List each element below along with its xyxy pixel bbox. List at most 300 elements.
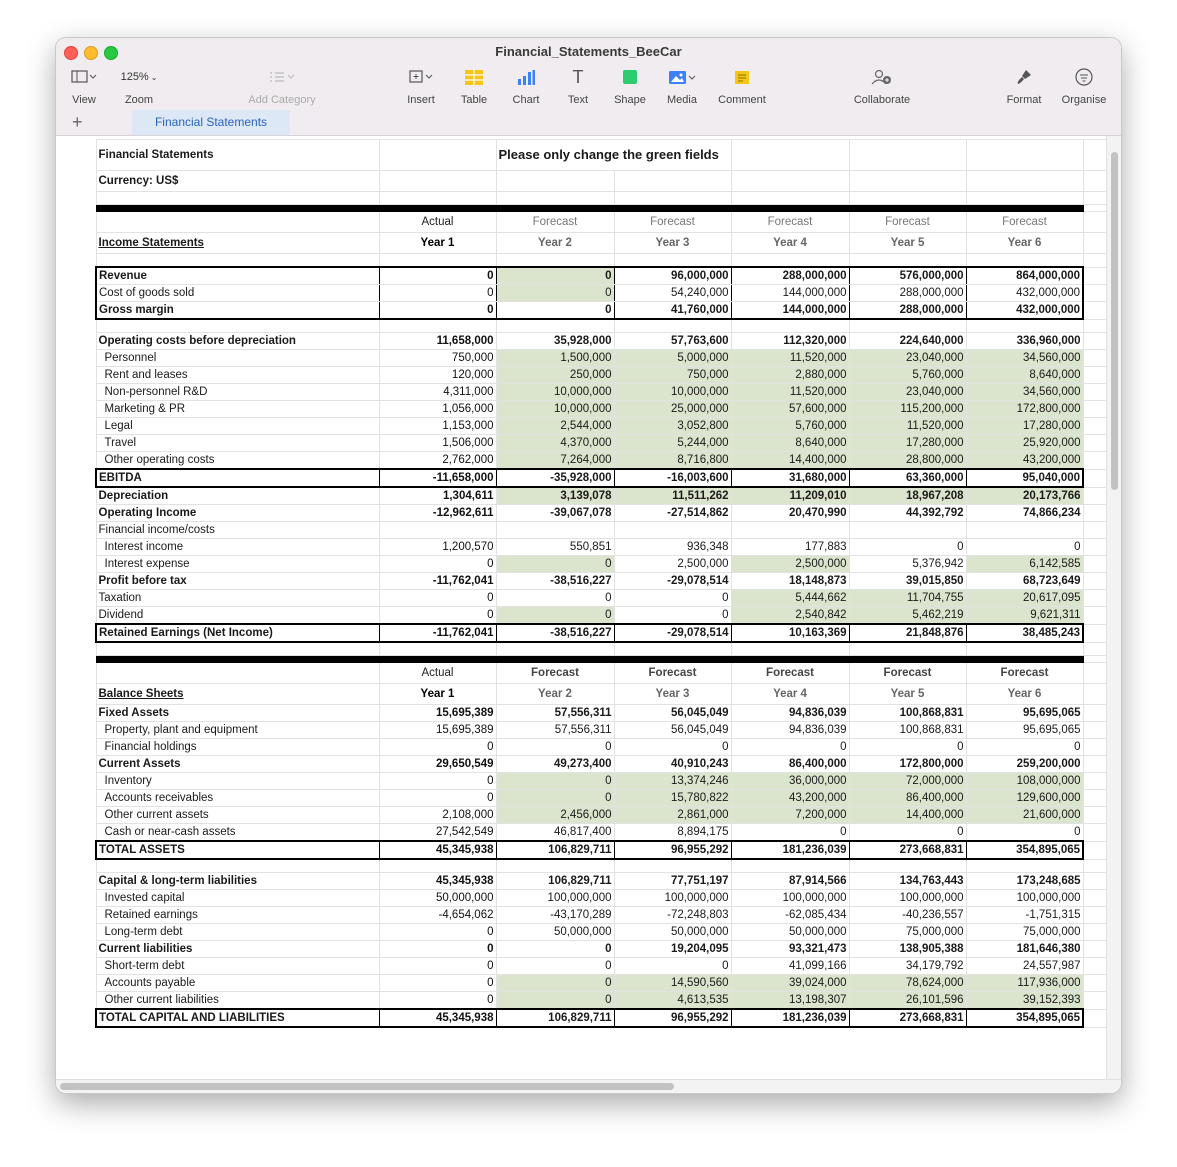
collaborate-button[interactable] — [844, 66, 920, 110]
cell-year-3[interactable]: 77,751,197 — [614, 873, 731, 890]
row-label: Personnel — [96, 350, 379, 367]
cell-year-4[interactable]: 18,148,873 — [731, 573, 849, 590]
cell-year-6[interactable]: 173,248,685 — [966, 873, 1083, 890]
view-button[interactable] — [66, 66, 102, 110]
cell-year-4[interactable]: 14,400,000 — [731, 452, 849, 470]
sidebar-view-icon — [66, 66, 102, 88]
cell-year-2[interactable]: 550,851 — [496, 539, 614, 556]
cell-year-2[interactable]: 2,456,000 — [496, 807, 614, 824]
cell-year-4[interactable]: 8,640,000 — [731, 435, 849, 452]
cell-year-6[interactable]: 17,280,000 — [966, 418, 1083, 435]
cell-year-6[interactable]: 34,560,000 — [966, 350, 1083, 367]
text-button[interactable] — [558, 66, 598, 110]
cell-year-4[interactable]: 112,320,000 — [731, 333, 849, 350]
app-window — [56, 38, 1121, 1093]
cell-year-1[interactable]: -11,762,041 — [379, 624, 496, 642]
cell-year-4[interactable]: 5,760,000 — [731, 418, 849, 435]
comment-button[interactable] — [712, 66, 772, 110]
horizontal-scroll-thumb[interactable] — [60, 1083, 674, 1090]
cell-year-4[interactable]: -62,085,434 — [731, 907, 849, 924]
cell-year-5[interactable]: 100,868,831 — [849, 705, 966, 722]
cell-year-5[interactable]: 100,868,831 — [849, 722, 966, 739]
cell-year-6[interactable]: 172,800,000 — [966, 401, 1083, 418]
cell-year-2[interactable]: 1,500,000 — [496, 350, 614, 367]
cell-year-6[interactable]: 336,960,000 — [966, 333, 1083, 350]
cell-year-1[interactable]: 0 — [379, 773, 496, 790]
cell-year-3[interactable]: 8,894,175 — [614, 824, 731, 842]
cell-year-4[interactable]: 5,444,662 — [731, 590, 849, 607]
cell-year-2[interactable]: 57,556,311 — [496, 705, 614, 722]
cell-year-5[interactable]: 26,101,596 — [849, 992, 966, 1010]
cell-year-4[interactable]: 11,520,000 — [731, 350, 849, 367]
cell-year-6[interactable]: 43,200,000 — [966, 452, 1083, 470]
income-col-header-type-3: Forecast — [614, 212, 731, 233]
table-row-accounts-receivables — [96, 790, 1106, 807]
cell-year-5[interactable]: 0 — [849, 539, 966, 556]
cell-year-3[interactable]: -16,003,600 — [614, 469, 731, 487]
cell-year-1[interactable]: -12,962,611 — [379, 505, 496, 522]
cell-year-6[interactable]: 95,695,065 — [966, 705, 1083, 722]
cell-year-2[interactable]: 46,817,400 — [496, 824, 614, 842]
cell-year-5[interactable]: 288,000,000 — [849, 285, 966, 302]
cell-year-3[interactable]: 19,204,095 — [614, 941, 731, 958]
cell-year-2[interactable]: -38,516,227 — [496, 624, 614, 642]
cell-year-6[interactable]: 354,895,065 — [966, 1009, 1083, 1027]
cell-year-5[interactable]: 78,624,000 — [849, 975, 966, 992]
cell-year-1[interactable]: 1,200,570 — [379, 539, 496, 556]
cell-year-5[interactable]: 28,800,000 — [849, 452, 966, 470]
cell-year-4[interactable]: 31,680,000 — [731, 469, 849, 487]
cell-year-4[interactable]: 93,321,473 — [731, 941, 849, 958]
cell-year-3[interactable]: 3,052,800 — [614, 418, 731, 435]
cell-year-4[interactable]: 94,836,039 — [731, 705, 849, 722]
cell-year-1[interactable]: 1,153,000 — [379, 418, 496, 435]
cell-year-3[interactable]: 41,760,000 — [614, 302, 731, 320]
cell-year-4[interactable]: 41,099,166 — [731, 958, 849, 975]
cell-year-5[interactable]: 0 — [849, 739, 966, 756]
cell-year-5[interactable]: 21,848,876 — [849, 624, 966, 642]
cell-year-4[interactable]: 87,914,566 — [731, 873, 849, 890]
cell-year-2[interactable]: -38,516,227 — [496, 573, 614, 590]
cell-year-3[interactable]: -72,248,803 — [614, 907, 731, 924]
cell-year-2[interactable]: -43,170,289 — [496, 907, 614, 924]
cell-year-5[interactable]: 34,179,792 — [849, 958, 966, 975]
cell-year-6[interactable]: 259,200,000 — [966, 756, 1083, 773]
cell-year-6[interactable]: 0 — [966, 539, 1083, 556]
cell-year-1[interactable]: 4,311,000 — [379, 384, 496, 401]
income-col-header-year-5: Year 5 — [849, 233, 966, 254]
cell-year-1[interactable]: -4,654,062 — [379, 907, 496, 924]
table-row-taxation — [96, 590, 1106, 607]
income-col-header-type-4: Forecast — [731, 212, 849, 233]
cell-year-5[interactable]: 23,040,000 — [849, 384, 966, 401]
cell-year-3[interactable]: 40,910,243 — [614, 756, 731, 773]
cell-year-4[interactable]: 177,883 — [731, 539, 849, 556]
sheet-canvas[interactable] — [56, 136, 1106, 1079]
cell-year-6[interactable]: 6,142,585 — [966, 556, 1083, 573]
cell-year-2[interactable]: 49,273,400 — [496, 756, 614, 773]
cell-year-6[interactable]: 75,000,000 — [966, 924, 1083, 941]
balance-col-header-type-4: Forecast — [731, 663, 849, 684]
cell-year-6[interactable]: 8,640,000 — [966, 367, 1083, 384]
cell-year-6[interactable]: 129,600,000 — [966, 790, 1083, 807]
cell-year-5[interactable]: 172,800,000 — [849, 756, 966, 773]
cell-year-2[interactable]: 106,829,711 — [496, 873, 614, 890]
cell-year-3[interactable]: 5,244,000 — [614, 435, 731, 452]
cell-year-4[interactable]: 144,000,000 — [731, 302, 849, 320]
cell-year-2[interactable]: 0 — [496, 790, 614, 807]
cell-year-4[interactable]: 144,000,000 — [731, 285, 849, 302]
cell-year-5[interactable]: 273,668,831 — [849, 1009, 966, 1027]
cell-year-5[interactable]: 72,000,000 — [849, 773, 966, 790]
cell-year-3[interactable]: 936,348 — [614, 539, 731, 556]
row-label: Travel — [96, 435, 379, 452]
chart-label: Chart — [512, 94, 540, 106]
cell-year-2[interactable]: 2,544,000 — [496, 418, 614, 435]
row-label: Taxation — [96, 590, 379, 607]
cell-year-4[interactable]: 94,836,039 — [731, 722, 849, 739]
cell-year-4[interactable]: 288,000,000 — [731, 267, 849, 285]
cell-year-2[interactable]: 0 — [496, 941, 614, 958]
cell-year-5[interactable]: 23,040,000 — [849, 350, 966, 367]
cell-year-3[interactable]: 11,511,262 — [614, 487, 731, 505]
cell-year-3[interactable]: 750,000 — [614, 367, 731, 384]
cell-year-4[interactable]: 11,520,000 — [731, 384, 849, 401]
cell-year-1[interactable]: 29,650,549 — [379, 756, 496, 773]
add-sheet-button[interactable]: + — [72, 112, 83, 132]
cell-year-3[interactable]: 13,374,246 — [614, 773, 731, 790]
row-label: Cash or near-cash assets — [96, 824, 379, 842]
table-row-long-term-debt — [96, 924, 1106, 941]
income-col-header-year-2: Year 2 — [496, 233, 614, 254]
cell-year-5[interactable]: 17,280,000 — [849, 435, 966, 452]
cell-year-3[interactable] — [614, 522, 731, 539]
cell-year-1[interactable]: 0 — [379, 590, 496, 607]
cell-year-4[interactable]: 43,200,000 — [731, 790, 849, 807]
cell-year-6[interactable]: 181,646,380 — [966, 941, 1083, 958]
cell-year-4[interactable] — [731, 522, 849, 539]
cell-year-6[interactable]: 0 — [966, 739, 1083, 756]
cell-year-2[interactable]: 4,370,000 — [496, 435, 614, 452]
cell-year-6[interactable]: -1,751,315 — [966, 907, 1083, 924]
cell-year-2[interactable]: 0 — [496, 556, 614, 573]
cell-year-1[interactable]: 45,345,938 — [379, 1009, 496, 1027]
cell-year-1[interactable]: 15,695,389 — [379, 705, 496, 722]
cell-year-3[interactable]: -29,078,514 — [614, 624, 731, 642]
row-label: EBITDA — [96, 469, 379, 487]
cell-year-2[interactable]: 35,928,000 — [496, 333, 614, 350]
cell-year-6[interactable]: 34,560,000 — [966, 384, 1083, 401]
cell-year-5[interactable]: 11,704,755 — [849, 590, 966, 607]
cell-year-1[interactable] — [379, 522, 496, 539]
cell-year-6[interactable]: 39,152,393 — [966, 992, 1083, 1010]
cell-year-1[interactable]: 0 — [379, 556, 496, 573]
cell-year-1[interactable]: 0 — [379, 790, 496, 807]
cell-year-5[interactable]: 576,000,000 — [849, 267, 966, 285]
cell-year-6[interactable]: 117,936,000 — [966, 975, 1083, 992]
cell-year-5[interactable]: 288,000,000 — [849, 302, 966, 320]
cell-year-1[interactable]: 1,506,000 — [379, 435, 496, 452]
cell-year-4[interactable]: 0 — [731, 824, 849, 842]
comment-icon — [712, 66, 772, 88]
cell-year-5[interactable]: 138,905,388 — [849, 941, 966, 958]
balance-heading: Balance Sheets — [96, 684, 379, 705]
cell-year-4[interactable]: 10,163,369 — [731, 624, 849, 642]
cell-year-2[interactable]: -35,928,000 — [496, 469, 614, 487]
cell-year-6[interactable]: 95,040,000 — [966, 469, 1083, 487]
instructions-note: Please only change the green fields — [496, 140, 731, 171]
cell-year-3[interactable]: 4,613,535 — [614, 992, 731, 1010]
cell-year-6[interactable]: 100,000,000 — [966, 890, 1083, 907]
cell-year-1[interactable]: -11,762,041 — [379, 573, 496, 590]
cell-year-5[interactable]: 100,000,000 — [849, 890, 966, 907]
cell-year-4[interactable]: 57,600,000 — [731, 401, 849, 418]
cell-year-4[interactable]: 0 — [731, 739, 849, 756]
cell-year-3[interactable]: 14,590,560 — [614, 975, 731, 992]
cell-year-5[interactable] — [849, 522, 966, 539]
cell-year-6[interactable]: 95,695,065 — [966, 722, 1083, 739]
cell-year-3[interactable]: 56,045,049 — [614, 705, 731, 722]
cell-year-2[interactable]: 0 — [496, 975, 614, 992]
cell-year-3[interactable]: 96,000,000 — [614, 267, 731, 285]
cell-year-6[interactable]: 864,000,000 — [966, 267, 1083, 285]
cell-year-3[interactable]: 0 — [614, 739, 731, 756]
table-button[interactable] — [454, 66, 494, 110]
cell-year-4[interactable]: 2,540,842 — [731, 607, 849, 625]
row-label: Other operating costs — [96, 452, 379, 470]
cell-year-3[interactable]: 100,000,000 — [614, 890, 731, 907]
cell-year-2[interactable]: 0 — [496, 739, 614, 756]
cell-year-5[interactable]: 44,392,792 — [849, 505, 966, 522]
cell-year-6[interactable]: 9,621,311 — [966, 607, 1083, 625]
format-button[interactable] — [1000, 66, 1048, 110]
income-col-header-type-2: Forecast — [496, 212, 614, 233]
table-row-retained-earnings — [96, 907, 1106, 924]
table-row-travel — [96, 435, 1106, 452]
cell-year-1[interactable]: 0 — [379, 924, 496, 941]
media-button[interactable] — [660, 66, 704, 110]
cell-year-4[interactable]: 2,880,000 — [731, 367, 849, 384]
cell-year-2[interactable]: 10,000,000 — [496, 401, 614, 418]
cell-year-1[interactable]: 45,345,938 — [379, 873, 496, 890]
chart-button[interactable] — [506, 66, 546, 110]
row-label: Operating Income — [96, 505, 379, 522]
cell-year-3[interactable]: 0 — [614, 607, 731, 625]
cell-year-4[interactable]: 100,000,000 — [731, 890, 849, 907]
cell-year-1[interactable]: 0 — [379, 739, 496, 756]
cell-year-1[interactable]: 2,762,000 — [379, 452, 496, 470]
cell-year-2[interactable]: 0 — [496, 773, 614, 790]
income-col-header-type-1: Actual — [379, 212, 496, 233]
horizontal-scrollbar[interactable] — [56, 1079, 1121, 1093]
cell-year-1[interactable]: 0 — [379, 975, 496, 992]
cell-year-2[interactable]: 50,000,000 — [496, 924, 614, 941]
cell-year-1[interactable]: -11,658,000 — [379, 469, 496, 487]
cell-year-5[interactable]: 5,760,000 — [849, 367, 966, 384]
row-label: Other current liabilities — [96, 992, 379, 1010]
cell-year-3[interactable]: 96,955,292 — [614, 841, 731, 859]
zoom-control[interactable] — [112, 66, 166, 110]
cell-year-2[interactable]: 57,556,311 — [496, 722, 614, 739]
cell-year-2[interactable]: 0 — [496, 590, 614, 607]
table-row-interest-expense — [96, 556, 1106, 573]
cell-year-1[interactable]: 0 — [379, 958, 496, 975]
cell-year-6[interactable]: 21,600,000 — [966, 807, 1083, 824]
cell-year-4[interactable]: 2,500,000 — [731, 556, 849, 573]
cell-year-4[interactable]: 86,400,000 — [731, 756, 849, 773]
cell-year-3[interactable]: 96,955,292 — [614, 1009, 731, 1027]
cell-year-2[interactable]: 10,000,000 — [496, 384, 614, 401]
vertical-scroll-thumb[interactable] — [1111, 152, 1118, 490]
cell-year-6[interactable]: 108,000,000 — [966, 773, 1083, 790]
cell-year-1[interactable]: 15,695,389 — [379, 722, 496, 739]
cell-year-2[interactable]: 0 — [496, 267, 614, 285]
cell-year-6[interactable] — [966, 522, 1083, 539]
table-row-other-operating-costs — [96, 452, 1106, 470]
financial-table — [95, 139, 1106, 1028]
cell-year-5[interactable]: 273,668,831 — [849, 841, 966, 859]
row-label: Capital & long-term liabilities — [96, 873, 379, 890]
cell-year-4[interactable]: 7,200,000 — [731, 807, 849, 824]
cell-year-3[interactable]: 15,780,822 — [614, 790, 731, 807]
cell-year-3[interactable]: 0 — [614, 958, 731, 975]
cell-year-2[interactable]: 0 — [496, 607, 614, 625]
organise-button[interactable] — [1056, 66, 1112, 110]
row-label: Revenue — [96, 267, 379, 285]
cell-year-5[interactable]: 0 — [849, 824, 966, 842]
cell-year-6[interactable]: 432,000,000 — [966, 302, 1083, 320]
cell-year-2[interactable]: 100,000,000 — [496, 890, 614, 907]
cell-year-3[interactable]: 54,240,000 — [614, 285, 731, 302]
cell-year-6[interactable]: 25,920,000 — [966, 435, 1083, 452]
cell-year-3[interactable]: 2,861,000 — [614, 807, 731, 824]
cell-year-2[interactable]: 250,000 — [496, 367, 614, 384]
insert-button[interactable] — [401, 66, 441, 110]
cell-year-3[interactable]: 25,000,000 — [614, 401, 731, 418]
cell-year-6[interactable]: 74,866,234 — [966, 505, 1083, 522]
cell-year-5[interactable]: 115,200,000 — [849, 401, 966, 418]
cell-year-1[interactable]: 11,658,000 — [379, 333, 496, 350]
cell-year-1[interactable]: 0 — [379, 992, 496, 1010]
cell-year-1[interactable]: 0 — [379, 302, 496, 320]
cell-year-5[interactable]: 5,376,942 — [849, 556, 966, 573]
cell-year-1[interactable]: 2,108,000 — [379, 807, 496, 824]
row-label: TOTAL CAPITAL AND LIABILITIES — [96, 1009, 379, 1027]
cell-year-1[interactable]: 50,000,000 — [379, 890, 496, 907]
cell-year-5[interactable]: 134,763,443 — [849, 873, 966, 890]
cell-year-2[interactable] — [496, 522, 614, 539]
cell-year-5[interactable]: 224,640,000 — [849, 333, 966, 350]
cell-year-4[interactable]: 50,000,000 — [731, 924, 849, 941]
add-category-button[interactable] — [236, 66, 328, 110]
insert-icon — [401, 66, 441, 88]
cell-year-2[interactable]: 7,264,000 — [496, 452, 614, 470]
row-label: Property, plant and equipment — [96, 722, 379, 739]
vertical-scrollbar[interactable] — [1106, 136, 1121, 1079]
cell-year-1[interactable]: 1,056,000 — [379, 401, 496, 418]
cell-year-6[interactable]: 24,557,987 — [966, 958, 1083, 975]
cell-year-6[interactable]: 20,173,766 — [966, 487, 1083, 505]
cell-year-4[interactable]: 11,209,010 — [731, 487, 849, 505]
cell-year-6[interactable]: 354,895,065 — [966, 841, 1083, 859]
tab-financial-statements[interactable]: Financial Statements — [132, 110, 290, 135]
table-row-capital-long-term-liabilities — [96, 873, 1106, 890]
cell-year-2[interactable]: 0 — [496, 302, 614, 320]
cell-year-2[interactable]: 0 — [496, 285, 614, 302]
cell-year-3[interactable]: 5,000,000 — [614, 350, 731, 367]
cell-year-5[interactable]: 63,360,000 — [849, 469, 966, 487]
cell-year-2[interactable]: 0 — [496, 992, 614, 1010]
cell-year-5[interactable]: 11,520,000 — [849, 418, 966, 435]
row-label: Financial income/costs — [96, 522, 379, 539]
cell-year-6[interactable]: 68,723,649 — [966, 573, 1083, 590]
cell-year-3[interactable]: -27,514,862 — [614, 505, 731, 522]
cell-year-4[interactable]: 181,236,039 — [731, 1009, 849, 1027]
media-icon — [660, 66, 704, 88]
cell-year-3[interactable]: 8,716,800 — [614, 452, 731, 470]
cell-year-5[interactable]: 86,400,000 — [849, 790, 966, 807]
cell-year-6[interactable]: 0 — [966, 824, 1083, 842]
balance-col-header-year-6: Year 6 — [966, 684, 1083, 705]
table-row-cost-of-goods-sold — [96, 285, 1106, 302]
cell-year-1[interactable]: 0 — [379, 607, 496, 625]
cell-year-1[interactable]: 750,000 — [379, 350, 496, 367]
cell-year-1[interactable]: 27,542,549 — [379, 824, 496, 842]
cell-year-3[interactable]: 50,000,000 — [614, 924, 731, 941]
cell-year-6[interactable]: 432,000,000 — [966, 285, 1083, 302]
cell-year-1[interactable]: 45,345,938 — [379, 841, 496, 859]
cell-year-4[interactable]: 39,024,000 — [731, 975, 849, 992]
cell-year-3[interactable]: 57,763,600 — [614, 333, 731, 350]
cell-year-2[interactable]: 106,829,711 — [496, 841, 614, 859]
cell-year-4[interactable]: 181,236,039 — [731, 841, 849, 859]
cell-year-2[interactable]: 106,829,711 — [496, 1009, 614, 1027]
cell-year-5[interactable]: 5,462,219 — [849, 607, 966, 625]
cell-year-2[interactable]: 3,139,078 — [496, 487, 614, 505]
cell-year-3[interactable]: 2,500,000 — [614, 556, 731, 573]
cell-year-3[interactable]: 0 — [614, 590, 731, 607]
cell-year-6[interactable]: 20,617,095 — [966, 590, 1083, 607]
cell-year-5[interactable]: -40,236,557 — [849, 907, 966, 924]
cell-year-3[interactable]: 10,000,000 — [614, 384, 731, 401]
cell-year-3[interactable]: 56,045,049 — [614, 722, 731, 739]
cell-year-5[interactable]: 39,015,850 — [849, 573, 966, 590]
table-row-financial-income-costs — [96, 522, 1106, 539]
cell-year-4[interactable]: 13,198,307 — [731, 992, 849, 1010]
shape-button[interactable] — [610, 66, 650, 110]
cell-year-1[interactable]: 0 — [379, 267, 496, 285]
row-label: Other current assets — [96, 807, 379, 824]
balance-col-header-year-1: Year 1 — [379, 684, 496, 705]
cell-year-5[interactable]: 18,967,208 — [849, 487, 966, 505]
table-row-profit-before-tax — [96, 573, 1106, 590]
cell-year-4[interactable]: 36,000,000 — [731, 773, 849, 790]
cell-year-6[interactable]: 38,485,243 — [966, 624, 1083, 642]
row-label: Interest expense — [96, 556, 379, 573]
cell-year-5[interactable]: 75,000,000 — [849, 924, 966, 941]
cell-year-3[interactable]: -29,078,514 — [614, 573, 731, 590]
cell-year-5[interactable]: 14,400,000 — [849, 807, 966, 824]
cell-year-1[interactable]: 120,000 — [379, 367, 496, 384]
cell-year-2[interactable]: -39,067,078 — [496, 505, 614, 522]
table-row-ebitda — [96, 469, 1106, 487]
cell-year-2[interactable]: 0 — [496, 958, 614, 975]
cell-year-1[interactable]: 1,304,611 — [379, 487, 496, 505]
cell-year-1[interactable]: 0 — [379, 941, 496, 958]
row-label: Legal — [96, 418, 379, 435]
cell-year-1[interactable]: 0 — [379, 285, 496, 302]
cell-year-4[interactable]: 20,470,990 — [731, 505, 849, 522]
